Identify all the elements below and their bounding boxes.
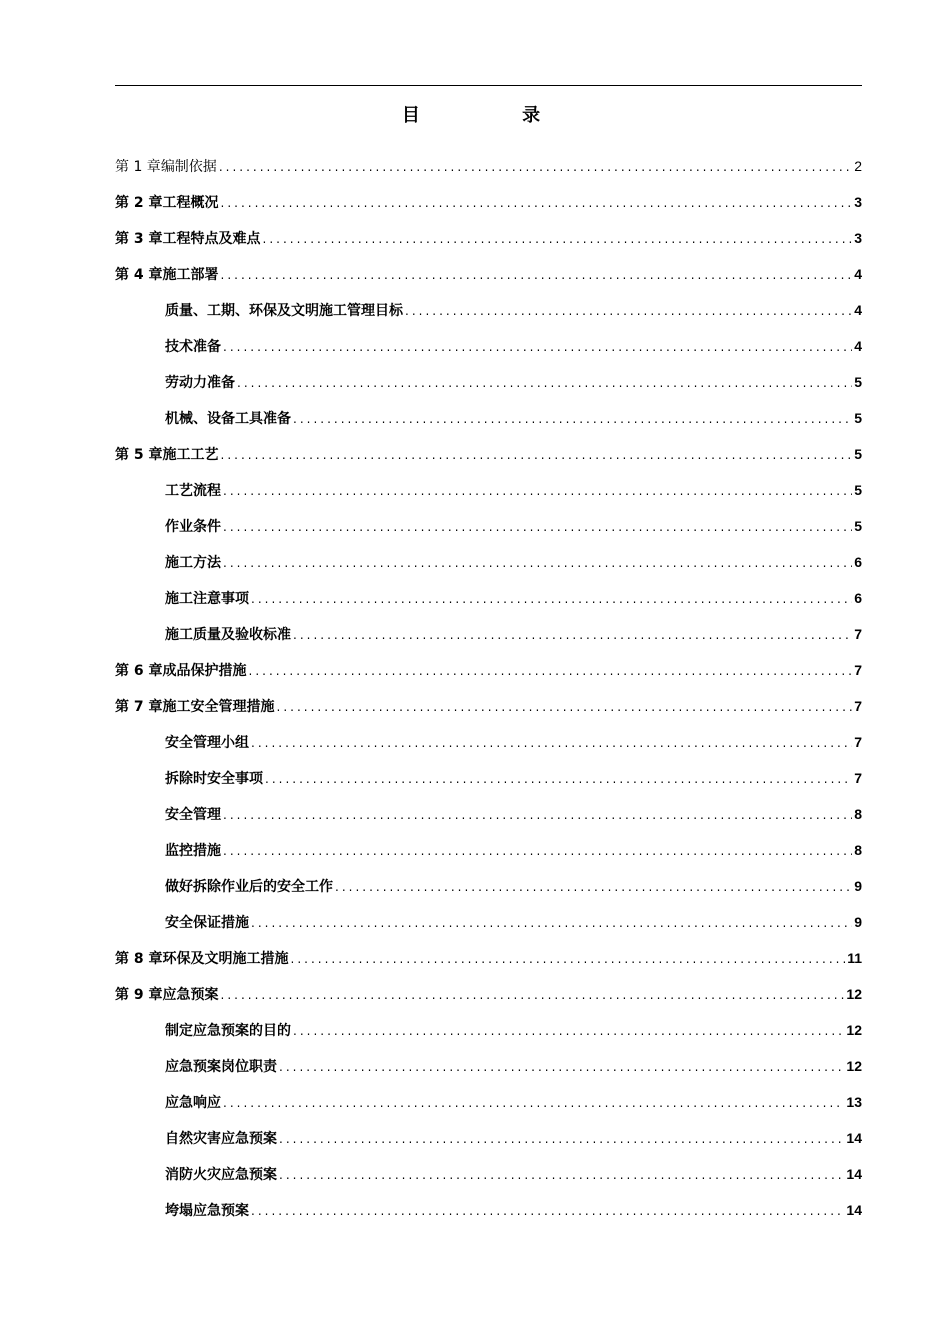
chapter-label: 第 9 章 — [115, 987, 163, 1003]
toc-section-entry[interactable] — [115, 580, 862, 616]
dot-leader — [335, 869, 852, 905]
page-number: 14 — [846, 1202, 862, 1218]
chapter-label: 第 3 章 — [115, 231, 163, 247]
page-number: 8 — [854, 842, 862, 858]
toc-chapter-entry[interactable] — [115, 220, 862, 256]
toc-chapter-entry[interactable] — [115, 688, 862, 724]
dot-leader — [277, 689, 853, 725]
toc-section-entry[interactable] — [115, 1048, 862, 1084]
entry-title: 质量、工期、环保及文明施工管理目标 — [165, 303, 403, 319]
entry-title: 制定应急预案的目的 — [165, 1023, 291, 1039]
toc-section-entry[interactable] — [115, 1192, 862, 1228]
page-number: 11 — [847, 950, 862, 966]
dot-leader — [265, 761, 852, 797]
entry-title: 机械、设备工具准备 — [165, 411, 291, 427]
toc-section-entry[interactable] — [115, 1012, 862, 1048]
dot-leader — [237, 365, 852, 401]
entry-title: 施工注意事项 — [165, 591, 249, 607]
dot-leader — [223, 509, 852, 545]
toc-section-entry[interactable] — [115, 292, 862, 328]
dot-leader — [223, 797, 852, 833]
toc-section-entry[interactable] — [115, 760, 862, 796]
chapter-label: 第 6 章 — [115, 663, 163, 679]
entry-title: 安全管理 — [165, 807, 221, 823]
entry-title: 劳动力准备 — [165, 375, 235, 391]
toc-section-entry[interactable] — [115, 796, 862, 832]
page-number: 6 — [854, 554, 862, 570]
entry-title: 应急响应 — [165, 1095, 221, 1111]
toc-section-entry[interactable] — [115, 1084, 862, 1120]
entry-title: 施工质量及验收标准 — [165, 627, 291, 643]
page-number: 7 — [854, 734, 862, 750]
chapter-label: 第 4 章 — [115, 267, 163, 283]
dot-leader — [223, 1085, 844, 1121]
entry-title: 自然灾害应急预案 — [165, 1131, 277, 1147]
dot-leader — [223, 329, 852, 365]
toc-chapter-entry[interactable] — [115, 652, 862, 688]
toc-section-entry[interactable] — [115, 400, 862, 436]
dot-leader — [405, 293, 852, 329]
chapter-label: 第 5 章 — [115, 447, 163, 463]
page-number: 8 — [854, 806, 862, 822]
toc-section-entry[interactable] — [115, 832, 862, 868]
page-number: 13 — [846, 1094, 862, 1110]
dot-leader — [291, 941, 846, 977]
toc-section-entry[interactable] — [115, 508, 862, 544]
chapter-label: 第 2 章 — [115, 195, 163, 211]
dot-leader — [223, 833, 852, 869]
toc-section-entry[interactable] — [115, 1156, 862, 1192]
toc-chapter-entry[interactable] — [115, 256, 862, 292]
entry-title: 拆除时安全事项 — [165, 771, 263, 787]
toc-chapter-entry[interactable] — [115, 976, 862, 1012]
entry-title: 施工安全管理措施 — [162, 699, 275, 715]
page-number: 12 — [846, 1058, 862, 1074]
entry-title: 工程概况 — [162, 195, 219, 211]
page-number: 4 — [854, 338, 862, 354]
dot-leader — [251, 725, 852, 761]
chapter-label: 第 1 章 — [115, 159, 161, 175]
page-title: 目 录 — [401, 105, 589, 126]
page-number: 5 — [854, 518, 862, 534]
page-number: 7 — [854, 770, 862, 786]
dot-leader — [293, 1013, 844, 1049]
entry-title: 垮塌应急预案 — [165, 1203, 249, 1219]
dot-leader — [249, 653, 853, 689]
dot-leader — [251, 905, 852, 941]
toc-section-entry[interactable] — [115, 724, 862, 760]
dot-leader — [221, 257, 853, 293]
dot-leader — [251, 581, 852, 617]
dot-leader — [279, 1157, 844, 1193]
page-number: 3 — [854, 194, 862, 210]
page-number: 5 — [854, 374, 862, 390]
dot-leader — [293, 617, 852, 653]
chapter-label: 第 7 章 — [115, 699, 163, 715]
entry-title: 消防火灾应急预案 — [165, 1167, 277, 1183]
dot-leader — [223, 545, 852, 581]
entry-title: 安全保证措施 — [165, 915, 249, 931]
page-number: 9 — [854, 914, 862, 930]
dot-leader — [279, 1049, 844, 1085]
page-number: 7 — [854, 626, 862, 642]
dot-leader — [279, 1121, 844, 1157]
entry-title: 施工部署 — [162, 267, 219, 283]
entry-title: 编制依据 — [160, 159, 217, 175]
toc-chapter-entry[interactable] — [115, 148, 862, 184]
toc-section-entry[interactable] — [115, 364, 862, 400]
page-number: 14 — [846, 1166, 862, 1182]
page-number: 4 — [854, 302, 862, 318]
toc-chapter-entry[interactable] — [115, 940, 862, 976]
dot-leader — [221, 185, 853, 221]
page-number: 9 — [854, 878, 862, 894]
entry-title: 成品保护措施 — [162, 663, 247, 679]
entry-title: 环保及文明施工措施 — [162, 951, 289, 967]
page-number: 12 — [846, 986, 862, 1002]
entry-title: 作业条件 — [165, 519, 221, 535]
header-rule — [115, 85, 862, 86]
toc-chapter-entry[interactable] — [115, 184, 862, 220]
entry-title: 应急预案 — [162, 987, 219, 1003]
dot-leader — [293, 401, 852, 437]
page-number: 4 — [854, 266, 862, 282]
page-number: 2 — [854, 158, 862, 174]
toc-chapter-entry[interactable] — [115, 436, 862, 472]
page-number: 6 — [854, 590, 862, 606]
toc-section-entry[interactable] — [115, 616, 862, 652]
toc-section-entry[interactable] — [115, 904, 862, 940]
toc-section-entry[interactable] — [115, 1120, 862, 1156]
table-of-contents — [115, 148, 862, 1228]
toc-section-entry[interactable] — [115, 328, 862, 364]
page-number: 3 — [854, 230, 862, 246]
entry-title: 技术准备 — [165, 339, 221, 355]
entry-title: 安全管理小组 — [165, 735, 249, 751]
chapter-label: 第 8 章 — [115, 951, 163, 967]
entry-title: 工艺流程 — [165, 483, 221, 499]
page-number: 14 — [846, 1130, 862, 1146]
entry-title: 施工工艺 — [162, 447, 219, 463]
page-number: 5 — [854, 446, 862, 462]
dot-leader — [251, 1193, 844, 1229]
dot-leader — [223, 473, 852, 509]
toc-section-entry[interactable] — [115, 868, 862, 904]
dot-leader — [263, 221, 853, 257]
page-number: 5 — [854, 410, 862, 426]
toc-section-entry[interactable] — [115, 544, 862, 580]
dot-leader — [219, 149, 852, 185]
page-number: 12 — [846, 1022, 862, 1038]
dot-leader — [221, 437, 853, 473]
page-number: 5 — [854, 482, 862, 498]
page-number: 7 — [854, 698, 862, 714]
entry-title: 工程特点及难点 — [162, 231, 261, 247]
entry-title: 施工方法 — [165, 555, 221, 571]
entry-title: 应急预案岗位职责 — [165, 1059, 277, 1075]
page-number: 7 — [854, 662, 862, 678]
toc-section-entry[interactable] — [115, 472, 862, 508]
entry-title: 监控措施 — [165, 843, 221, 859]
dot-leader — [221, 977, 845, 1013]
entry-title: 做好拆除作业后的安全工作 — [165, 879, 333, 895]
